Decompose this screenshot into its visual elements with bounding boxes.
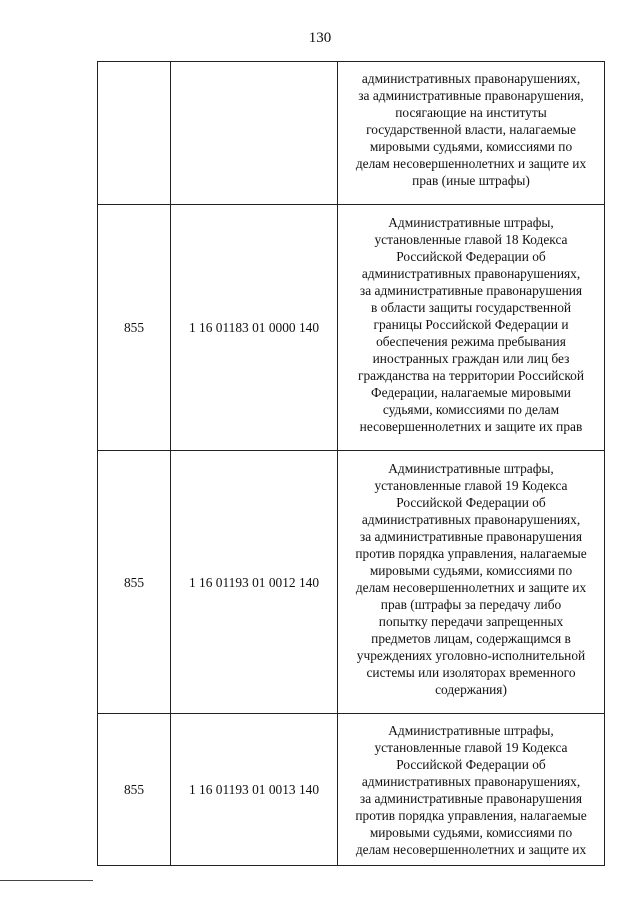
description-line: несовершеннолетних и защите их прав — [359, 419, 583, 434]
description-cell — [338, 62, 605, 205]
table-row — [98, 62, 605, 205]
table-row — [98, 205, 605, 451]
description-line: делам несовершеннолетних и защите их — [355, 580, 587, 595]
description-line: прав (штрафы за передачу либо — [380, 597, 562, 612]
description-line: посягающие на институты — [395, 105, 547, 120]
description-line: мировыми судьями, комиссиями по — [369, 563, 573, 578]
description-line: мировыми судьями, комиссиями по — [369, 825, 573, 840]
description-line: Административные штрафы, — [388, 215, 554, 230]
description-line: Федерации, налагаемые мировыми — [371, 385, 571, 400]
admin-code-cell — [98, 62, 171, 205]
description-line: административных правонарушениях, — [361, 266, 581, 281]
description-line: административных правонарушениях, — [361, 71, 581, 86]
description-line: административных правонарушениях, — [361, 774, 581, 789]
kbk-code-cell: 1 16 01193 01 0013 140 — [171, 714, 338, 866]
description-line: против порядка управления, налагаемые — [355, 808, 587, 823]
description-line: судьями, комиссиями по делам — [382, 402, 560, 417]
description-line: гражданства на территории Российской — [357, 368, 585, 383]
description-line: в области защиты государственной — [370, 300, 572, 315]
description-line: за административные правонарушения — [359, 283, 583, 298]
description-line: учреждениях уголовно-исполнительной — [356, 648, 586, 663]
table-row — [98, 714, 605, 866]
table-row — [98, 451, 605, 714]
description-line: за административные правонарушения — [359, 791, 583, 806]
budget-classification-table — [97, 61, 605, 866]
description-line: системы или изоляторах временного — [366, 665, 576, 680]
description-line: установленные главой 18 Кодекса — [374, 232, 568, 247]
description-line: Административные штрафы, — [388, 461, 554, 476]
kbk-code-cell: 1 16 01193 01 0012 140 — [171, 451, 338, 714]
description-line: административных правонарушениях, — [361, 512, 581, 527]
description-line: Российской Федерации об — [396, 495, 546, 510]
description-cell — [338, 451, 605, 714]
footnote-divider — [0, 880, 93, 881]
description-line: за административные правонарушения, — [358, 88, 584, 103]
description-line: содержания) — [435, 682, 507, 697]
kbk-code-cell: 1 16 01183 01 0000 140 — [171, 205, 338, 451]
admin-code-cell: 855 — [98, 205, 171, 451]
kbk-code-cell — [171, 62, 338, 205]
description-cell — [338, 205, 605, 451]
description-line: иностранных граждан или лиц без — [372, 351, 570, 366]
description-line: против порядка управления, налагаемые — [355, 546, 587, 561]
admin-code-cell: 855 — [98, 451, 171, 714]
description-line: установленные главой 19 Кодекса — [374, 740, 568, 755]
description-cell — [338, 714, 605, 866]
description-line: Российской Федерации об — [396, 757, 546, 772]
description-line: делам несовершеннолетних и защите их — [355, 156, 587, 171]
description-line: границы Российской Федерации и — [373, 317, 569, 332]
description-line: Российской Федерации об — [396, 249, 546, 264]
description-line: государственной власти, налагаемые — [366, 122, 576, 137]
description-line: предметов лицам, содержащимся в — [371, 631, 571, 646]
description-line: Административные штрафы, — [388, 723, 554, 738]
admin-code-cell: 855 — [98, 714, 171, 866]
description-line: установленные главой 19 Кодекса — [374, 478, 568, 493]
description-line: прав (иные штрафы) — [412, 173, 530, 188]
description-line: попытку передачи запрещенных — [378, 614, 564, 629]
description-line: за административные правонарушения — [359, 529, 583, 544]
page-number: 130 — [308, 30, 332, 46]
description-line: делам несовершеннолетних и защите их — [355, 842, 587, 857]
description-line: обеспечения режима пребывания — [376, 334, 566, 349]
description-line: мировыми судьями, комиссиями по — [369, 139, 573, 154]
